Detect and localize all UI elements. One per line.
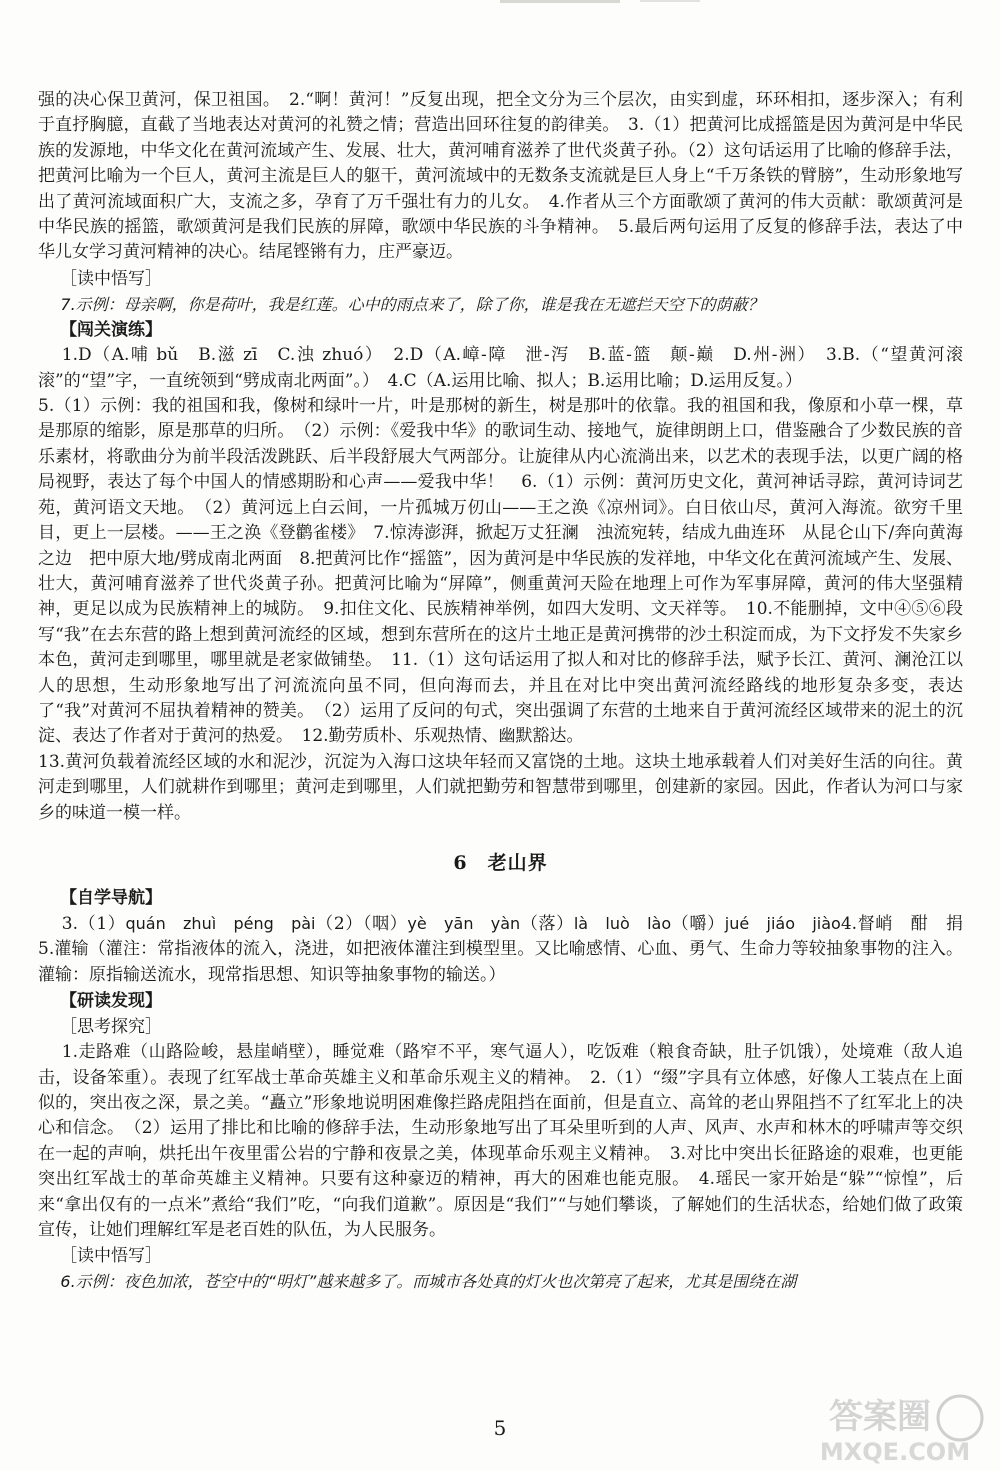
watermark-logo <box>800 1388 990 1466</box>
guide-mid-1: （2）（咽） <box>315 913 408 934</box>
answer-read-write-6: 6.示例：夜色加浓，苍空中的“明灯”越来越多了。而城市各处真的灯火也次第亮了起来，尤其是围绕在湖 <box>60 1272 797 1292</box>
label-read-write: ［读中悟写］ <box>60 268 162 289</box>
label-study-discover: 【研读发现】 <box>60 991 162 1012</box>
guide-rest: 4.督峭 酣 捐 5.灌输（灌注：常指液体的流入，浇进，如把液体灌注到模型里。又比喻感情、心血、勇气、生命力等较抽象事物的注入。灌输：原指输送流水，现常指思想、知识等抽象事物的输送。） <box>38 913 980 985</box>
label-think-explore: ［思考探究］ <box>60 1017 162 1038</box>
guide-mid-3: （嚼） <box>671 913 725 934</box>
guide-pinyin-1: quán zhuì péng pài <box>125 913 316 933</box>
label-self-study: 【自学导航】 <box>60 887 162 908</box>
top-edge-noise <box>0 0 1000 10</box>
guide-mid-2: （落） <box>520 913 574 934</box>
answer-page <box>38 88 980 1295</box>
watermark-text-bottom: MXQE.COM <box>819 1438 971 1466</box>
page-number: 5 <box>493 1416 507 1440</box>
guide-pinyin-4: jué jiáo jiào <box>724 913 841 933</box>
answer-paragraph-5-1to5: 强的决心保卫黄河，保卫祖国。 2.“啊！黄河！”反复出现，把全文分为三个层次，由实到虚，环环相扣，逐步深入；有利于直抒胸臆，直截了当地表达对黄河的礼赞之情；营造出回环往复的韵律美。 3.（1）把黄河比成摇篮是因为黄河是中华民族的发源地，中华文化在黄河流域产生、发展、壮大，黄河哺育滋养了世代炎黄子孙。（2）这句话运用了比喻的修辞手法，把黄河比喻为一个巨人，黄河主流是巨人的躯干，黄河流域中的无数条支流就是巨人身上“千万条铁的臂膀”，生动形象地写出了黄河流域面积广大，支流之多，孕育了万千强壮有力的儿女。 4.作者从三个方面歌颂了黄河的伟大贡献：歌颂黄河是中华民族的摇篮，歌颂黄河是我们民族的屏障，歌颂中华民族的斗争精神。 5.最后两句运用了反复的修辞手法，表达了中华儿女学习黄河精神的决心。结尾铿锵有力，庄严豪迈。 <box>38 90 963 263</box>
guide-pinyin-2: yè yān yàn <box>407 913 521 933</box>
answer-practice-1to4: 1.D（A.哺 bǔ B.滋 zī C.浊 zhuó） 2.D（A.嶂-障 泄-泻 B.蓝-篮 颠-巅 D.州-洲） 3.B.（“望黄河滚滚”的“望”字，一直统领到“劈成南北两面”。） 4.C（A.运用比喻、拟人；B.运用比喻；D.运用反复。） <box>38 345 963 391</box>
answer-self-study <box>38 911 980 988</box>
label-read-write-2: ［读中悟写］ <box>60 1246 162 1267</box>
watermark-text-top: 答案圈 <box>829 1397 931 1437</box>
answer-practice-5to12: 5.（1）示例：我的祖国和我，像树和绿叶一片，叶是那树的新生，树是那叶的依靠。我的祖国和我，像原和小草一棵，草是那原的缩影，原是那草的归所。 （2）示例：《爱我中华》的歌词生动、接地气，旋律朗朗上口，借鉴融合了少数民族的音乐素材，将歌曲分为前半段活泼跳跃、后半段舒展大气两部分。让旋律从内心流淌出来，以艺术的表现手法，以更广阔的格局视野，表达了每个中国人的情感期盼和心声——爱我中华！ 6.（1）示例：黄河历史文化，黄河神话寻踪，黄河诗词艺苑，黄河语文天地。 （2）黄河远上白云间，一片孤城万仞山——王之涣《凉州词》。白日依山尽，黄河入海流。欲穷千里目，更上一层楼。——王之涣《登鹳雀楼》 7.惊涛澎湃，掀起万丈狂澜 浊流宛转，结成九曲连环 从昆仑山下/奔向黄海之边 把中原大地/劈成南北两面 8.把黄河比作“摇篮”，因为黄河是中华民族的发祥地，中华文化在黄河流域产生、发展、壮大，黄河哺育滋养了世代炎黄子孙。把黄河比喻为“屏障”，侧重黄河天险在地理上可作为军事屏障，黄河的伟大坚强精神，更足以成为民族精神上的城防。 9.扣住文化、民族精神举例，如四大发明、文天祥等。 10.不能删掉，文中④⑤⑥段写“我”在去东营的路上想到黄河流经的区域，想到东营所在的这片土地正是黄河携带的沙土积淀而成，为下文抒发不失家乡本色，黄河走到哪里，哪里就是老家做铺垫。 11.（1）这句话运用了拟人和对比的修辞手法，赋予长江、黄河、澜沧江以人的思想，生动形象地写出了河流流向虽不同，但向海而去，并且在对比中突出黄河流经路线的地形复杂多变，表达了“我”对黄河不屈执着精神的赞美。 （2）运用了反问的句式，突出强调了东营的土地来自于黄河流经区域带来的泥土的沉淀、表达了作者对于黄河的热爱。 12.勤劳质朴、乐观热情、幽默豁达。 <box>38 396 963 747</box>
label-practice: 【闯关演练】 <box>60 320 162 341</box>
answer-practice-13: 13.黄河负载着流经区域的水和泥沙，沉淀为入海口这块年轻而又富饶的土地。这块土地承载着人们对美好生活的向往。黄河走到哪里，人们就耕作到哪里；黄河走到哪里，人们就把勤劳和智慧带到哪里，创建新的家园。因此，作者认为河口与家乡的味道一模一样。 <box>38 751 963 823</box>
guide-prefix: 3.（1） <box>61 913 126 934</box>
answer-read-write-7: 7.示例：母亲啊，你是荷叶，我是红莲。心中的雨点来了，除了你，谁是我在无遮拦天空下的荫蔽？ <box>60 294 764 314</box>
section-title: 6 老山界 <box>453 851 548 874</box>
guide-pinyin-3: là luò lào <box>573 913 672 933</box>
answer-think-explore: 1.走路难（山路险峻，悬崖峭壁），睡觉难（路窄不平，寒气逼人），吃饭难（粮食奇缺，肚子饥饿），处境难（敌人追击，设备笨重）。表现了红军战士革命英雄主义和革命乐观主义的精神。 2.（1）“缀”字具有立体感，好像人工装点在上面似的，突出夜之深，景之美。“矗立”形象地说明困难像拦路虎阻挡在面前，但是直立、高耸的老山界阻挡不了红军北上的决心和信念。 （2）运用了排比和比喻的修辞手法，生动形象地写出了耳朵里听到的人声、风声、水声和林木的呼啸声等交织在一起的声响，烘托出午夜里雷公岩的宁静和夜景之美，体现革命乐观主义精神。 3.对比中突出长征路途的艰难，也更能突出红军战士的革命英雄主义精神。只要有这种豪迈的精神，再大的困难也能克服。 4.瑶民一家开始是“躲”“惊惶”，后来“拿出仅有的一点米”煮给“我们”吃，“向我们道歉”。原因是“我们”“与她们攀谈，了解她们的生活状态，给她们做了政策宣传，让她们理解红军是老百姓的队伍，为人民服务。 <box>38 1042 963 1241</box>
